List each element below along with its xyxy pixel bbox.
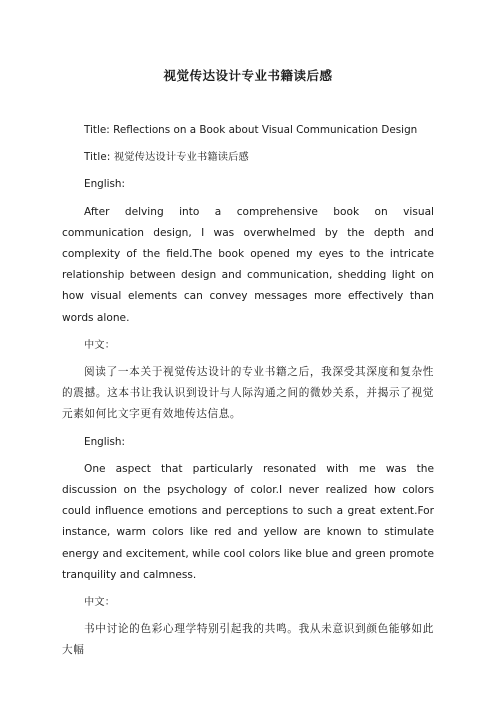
english-label: English: (84, 178, 126, 191)
english-paragraph: One aspect that particularly resonated with me was the discussion on the psychology of color.I never realized how colors could influence emotions and perceptions to such a great extent.For instance, warm colors like red and yellow are known to stimulate energy and excitement, while cool colors like blue and green promote tranquility and calmness. (62, 462, 434, 581)
chinese-label: 中文： (84, 597, 116, 609)
english-paragraph: After delving into a comprehensive book on visual communication design, I was overwhelmed by the depth and complexity of the field.The book opened my eyes to the intricate relationship between design and communication, shedding light on how visual elements can convey messages more effectively than words alone. (62, 205, 434, 324)
title-line-english: Title: Reflections on a Book about Visual Communication Design (84, 124, 418, 136)
chinese-paragraph: 阅读了一本关于视觉传达设计的专业书籍之后，我深受其深度和复杂性的震撼。这本书让我认识到设计与人际沟通之间的微妙关系，并揭示了视觉元素如何比文字更有效地传达信息。 (62, 366, 434, 421)
document-title: 视觉传达设计专业书籍读后感 (163, 68, 333, 83)
chinese-label: 中文： (84, 339, 116, 351)
english-label: English: (84, 435, 126, 448)
title-line-chinese: Title: 视觉传达设计专业书籍读后感 (84, 152, 249, 164)
chinese-paragraph: 书中讨论的色彩心理学特别引起我的共鸣。我从未意识到颜色能够如此大幅 (62, 623, 434, 657)
